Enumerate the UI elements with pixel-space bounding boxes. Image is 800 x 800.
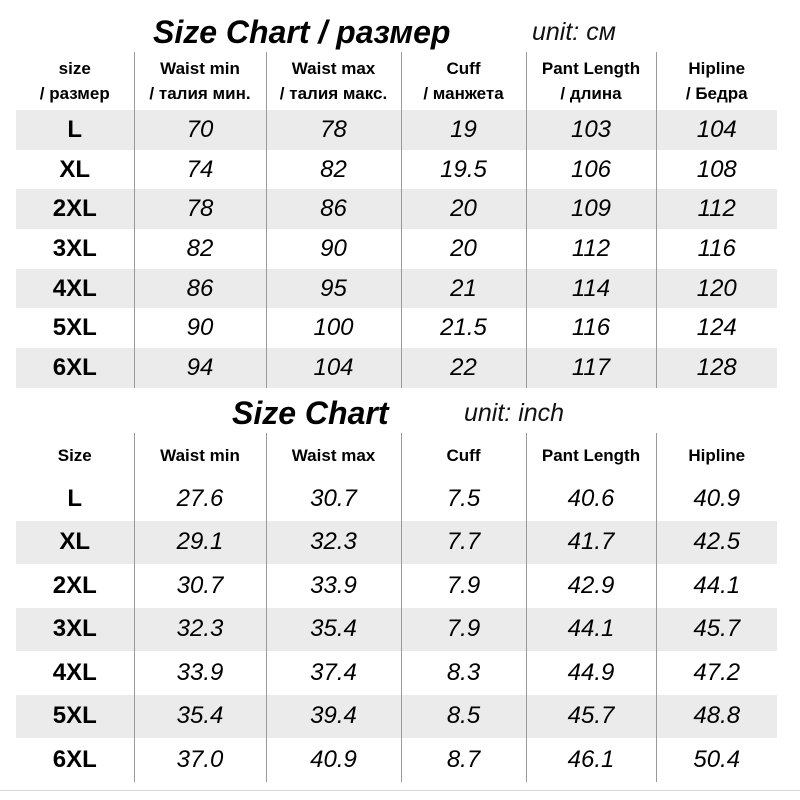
metric-cell-hipline: 124 [656,308,777,348]
metric-cell-hipline: 120 [656,269,777,309]
imperial-cell-size: 2XL [52,571,97,599]
imperial-cell-pant-length: 44.1 [526,608,656,652]
imperial-table-row [16,477,777,521]
imperial-cell-size: XL [16,521,134,565]
imperial-cell-waist-min: 37.0 [134,738,266,782]
metric-cell-pant-length: 114 [526,269,656,309]
metric-cell-hipline: 108 [656,150,777,190]
metric-table-row [16,150,777,190]
metric-header-cuff [401,52,526,110]
metric-header-size [16,52,134,110]
metric-size-table [16,52,777,388]
metric-cell-waist-min: 94 [134,348,266,388]
imperial-cell-hipline: 45.7 [656,608,777,652]
metric-cell-waist-max: 104 [266,348,401,388]
metric-header-waist-max-line-2: / талия макс. [279,84,388,103]
metric-cell-cuff: 21.5 [401,308,526,348]
imperial-cell-hipline: 44.1 [656,564,777,608]
imperial-table-row [16,738,777,782]
metric-header-waist-max-line-1: Waist max [291,59,376,78]
imperial-cell-pant-length: 42.9 [526,564,656,608]
imperial-cell-hipline: 40.9 [656,477,777,521]
metric-cell-waist-max: 78 [266,110,401,150]
metric-cell-pant-length: 103 [526,110,656,150]
metric-cell-size: L [16,110,134,150]
imperial-cell-waist-max: 39.4 [266,695,401,739]
metric-cell-waist-max: 82 [266,150,401,190]
imperial-cell-pant-length: 45.7 [526,695,656,739]
metric-header-hipline-line-1: Hipline [688,59,746,78]
imperial-cell-hipline: 42.5 [656,521,777,565]
imperial-cell-cuff: 7.9 [401,564,526,608]
metric-table-row [16,110,777,150]
imperial-header-waist-min: Waist min [134,433,266,477]
metric-cell-cuff: 20 [401,229,526,269]
metric-table-row [16,308,777,348]
imperial-cell-cuff: 7.9 [401,608,526,652]
metric-header-pant-length-line-2: / длина [560,84,622,103]
metric-cell-size: 3XL [52,234,97,262]
metric-cell-pant-length: 116 [526,308,656,348]
metric-cell-waist-min: 70 [134,110,266,150]
metric-cell-size: 4XL [16,269,134,309]
metric-cell-cuff: 19.5 [401,150,526,190]
imperial-cell-waist-min: 27.6 [134,477,266,521]
metric-header-cuff-line-2: / манжета [423,84,504,103]
metric-cell-waist-max: 86 [266,189,401,229]
imperial-cell-waist-max: 30.7 [266,477,401,521]
imperial-table-row [16,564,777,608]
metric-cell-cuff: 20 [401,189,526,229]
metric-cell-size: 5XL [52,314,97,342]
metric-chart-title: Size Chart / размер [153,14,451,50]
metric-table-row [16,269,777,309]
metric-cell-hipline: 104 [656,110,777,150]
metric-cell-waist-max: 90 [266,229,401,269]
imperial-table-row [16,651,777,695]
metric-header-size-line-2: / размер [39,84,110,103]
metric-table-row [16,229,777,269]
metric-table-row [16,348,777,388]
imperial-cell-waist-max: 32.3 [266,521,401,565]
metric-cell-pant-length: 117 [526,348,656,388]
metric-cell-waist-min: 74 [134,150,266,190]
imperial-cell-pant-length: 46.1 [526,738,656,782]
metric-cell-waist-min: 82 [134,229,266,269]
imperial-cell-pant-length: 41.7 [526,521,656,565]
metric-cell-waist-max: 100 [266,308,401,348]
imperial-table-row [16,521,777,565]
imperial-header-waist-max: Waist max [266,433,401,477]
metric-header-waist-min-line-2: / талия мин. [149,84,251,103]
imperial-header-size: Size [16,433,134,477]
imperial-header-pant-length: Pant Length [526,433,656,477]
metric-cell-size: 6XL [16,348,134,388]
imperial-cell-waist-min: 30.7 [134,564,266,608]
metric-header-waist-max [266,52,401,110]
imperial-cell-waist-min: 35.4 [134,695,266,739]
imperial-cell-cuff: 8.5 [401,695,526,739]
imperial-title-row [0,393,800,433]
imperial-cell-hipline: 50.4 [656,738,777,782]
imperial-cell-cuff: 7.7 [401,521,526,565]
metric-cell-hipline: 116 [656,229,777,269]
metric-header-waist-min-line-1: Waist min [160,59,240,78]
metric-cell-pant-length: 106 [526,150,656,190]
metric-cell-size: XL [59,155,91,183]
metric-cell-hipline: 112 [656,189,777,229]
metric-title-row [0,12,800,52]
metric-cell-waist-min: 86 [134,269,266,309]
imperial-table-row [16,608,777,652]
metric-cell-cuff: 22 [401,348,526,388]
imperial-cell-hipline: 47.2 [656,651,777,695]
imperial-cell-size: 4XL [52,658,97,686]
imperial-cell-hipline: 48.8 [656,695,777,739]
metric-header-pant-length-line-1: Pant Length [541,59,641,78]
imperial-cell-waist-min: 33.9 [134,651,266,695]
imperial-header-cuff: Cuff [401,433,526,477]
imperial-header-row [16,433,777,477]
imperial-cell-waist-max: 35.4 [266,608,401,652]
metric-cell-size: 2XL [16,189,134,229]
metric-header-waist-min [134,52,266,110]
imperial-cell-size: 3XL [16,608,134,652]
metric-cell-pant-length: 112 [526,229,656,269]
imperial-cell-pant-length: 44.9 [526,651,656,695]
metric-cell-waist-min: 90 [134,308,266,348]
metric-header-hipline [656,52,777,110]
imperial-cell-cuff: 8.3 [401,651,526,695]
imperial-size-table [16,433,777,782]
page-bottom-divider [0,790,800,791]
metric-cell-hipline: 128 [656,348,777,388]
imperial-unit-label: unit: inch [464,399,565,427]
imperial-chart-title: Size Chart [232,395,389,431]
metric-header-hipline-line-2: / Бедра [685,84,748,103]
metric-table-row [16,189,777,229]
imperial-cell-size: 6XL [52,745,97,773]
metric-unit-label: unit: см [532,18,616,46]
imperial-header-hipline: Hipline [656,433,777,477]
imperial-cell-waist-min: 29.1 [134,521,266,565]
metric-cell-pant-length: 109 [526,189,656,229]
metric-cell-waist-max: 95 [266,269,401,309]
imperial-cell-size: L [67,484,83,512]
metric-cell-cuff: 19 [401,110,526,150]
imperial-cell-waist-max: 40.9 [266,738,401,782]
metric-header-size-line-1: size [58,59,91,78]
imperial-cell-waist-max: 33.9 [266,564,401,608]
metric-header-row [16,52,777,110]
imperial-cell-pant-length: 40.6 [526,477,656,521]
imperial-table-row [16,695,777,739]
imperial-cell-cuff: 7.5 [401,477,526,521]
imperial-cell-waist-min: 32.3 [134,608,266,652]
metric-cell-waist-min: 78 [134,189,266,229]
imperial-cell-waist-max: 37.4 [266,651,401,695]
metric-header-pant-length [526,52,656,110]
imperial-cell-size: 5XL [16,695,134,739]
metric-header-cuff-line-1: Cuff [446,59,481,78]
imperial-cell-cuff: 8.7 [401,738,526,782]
metric-cell-cuff: 21 [401,269,526,309]
